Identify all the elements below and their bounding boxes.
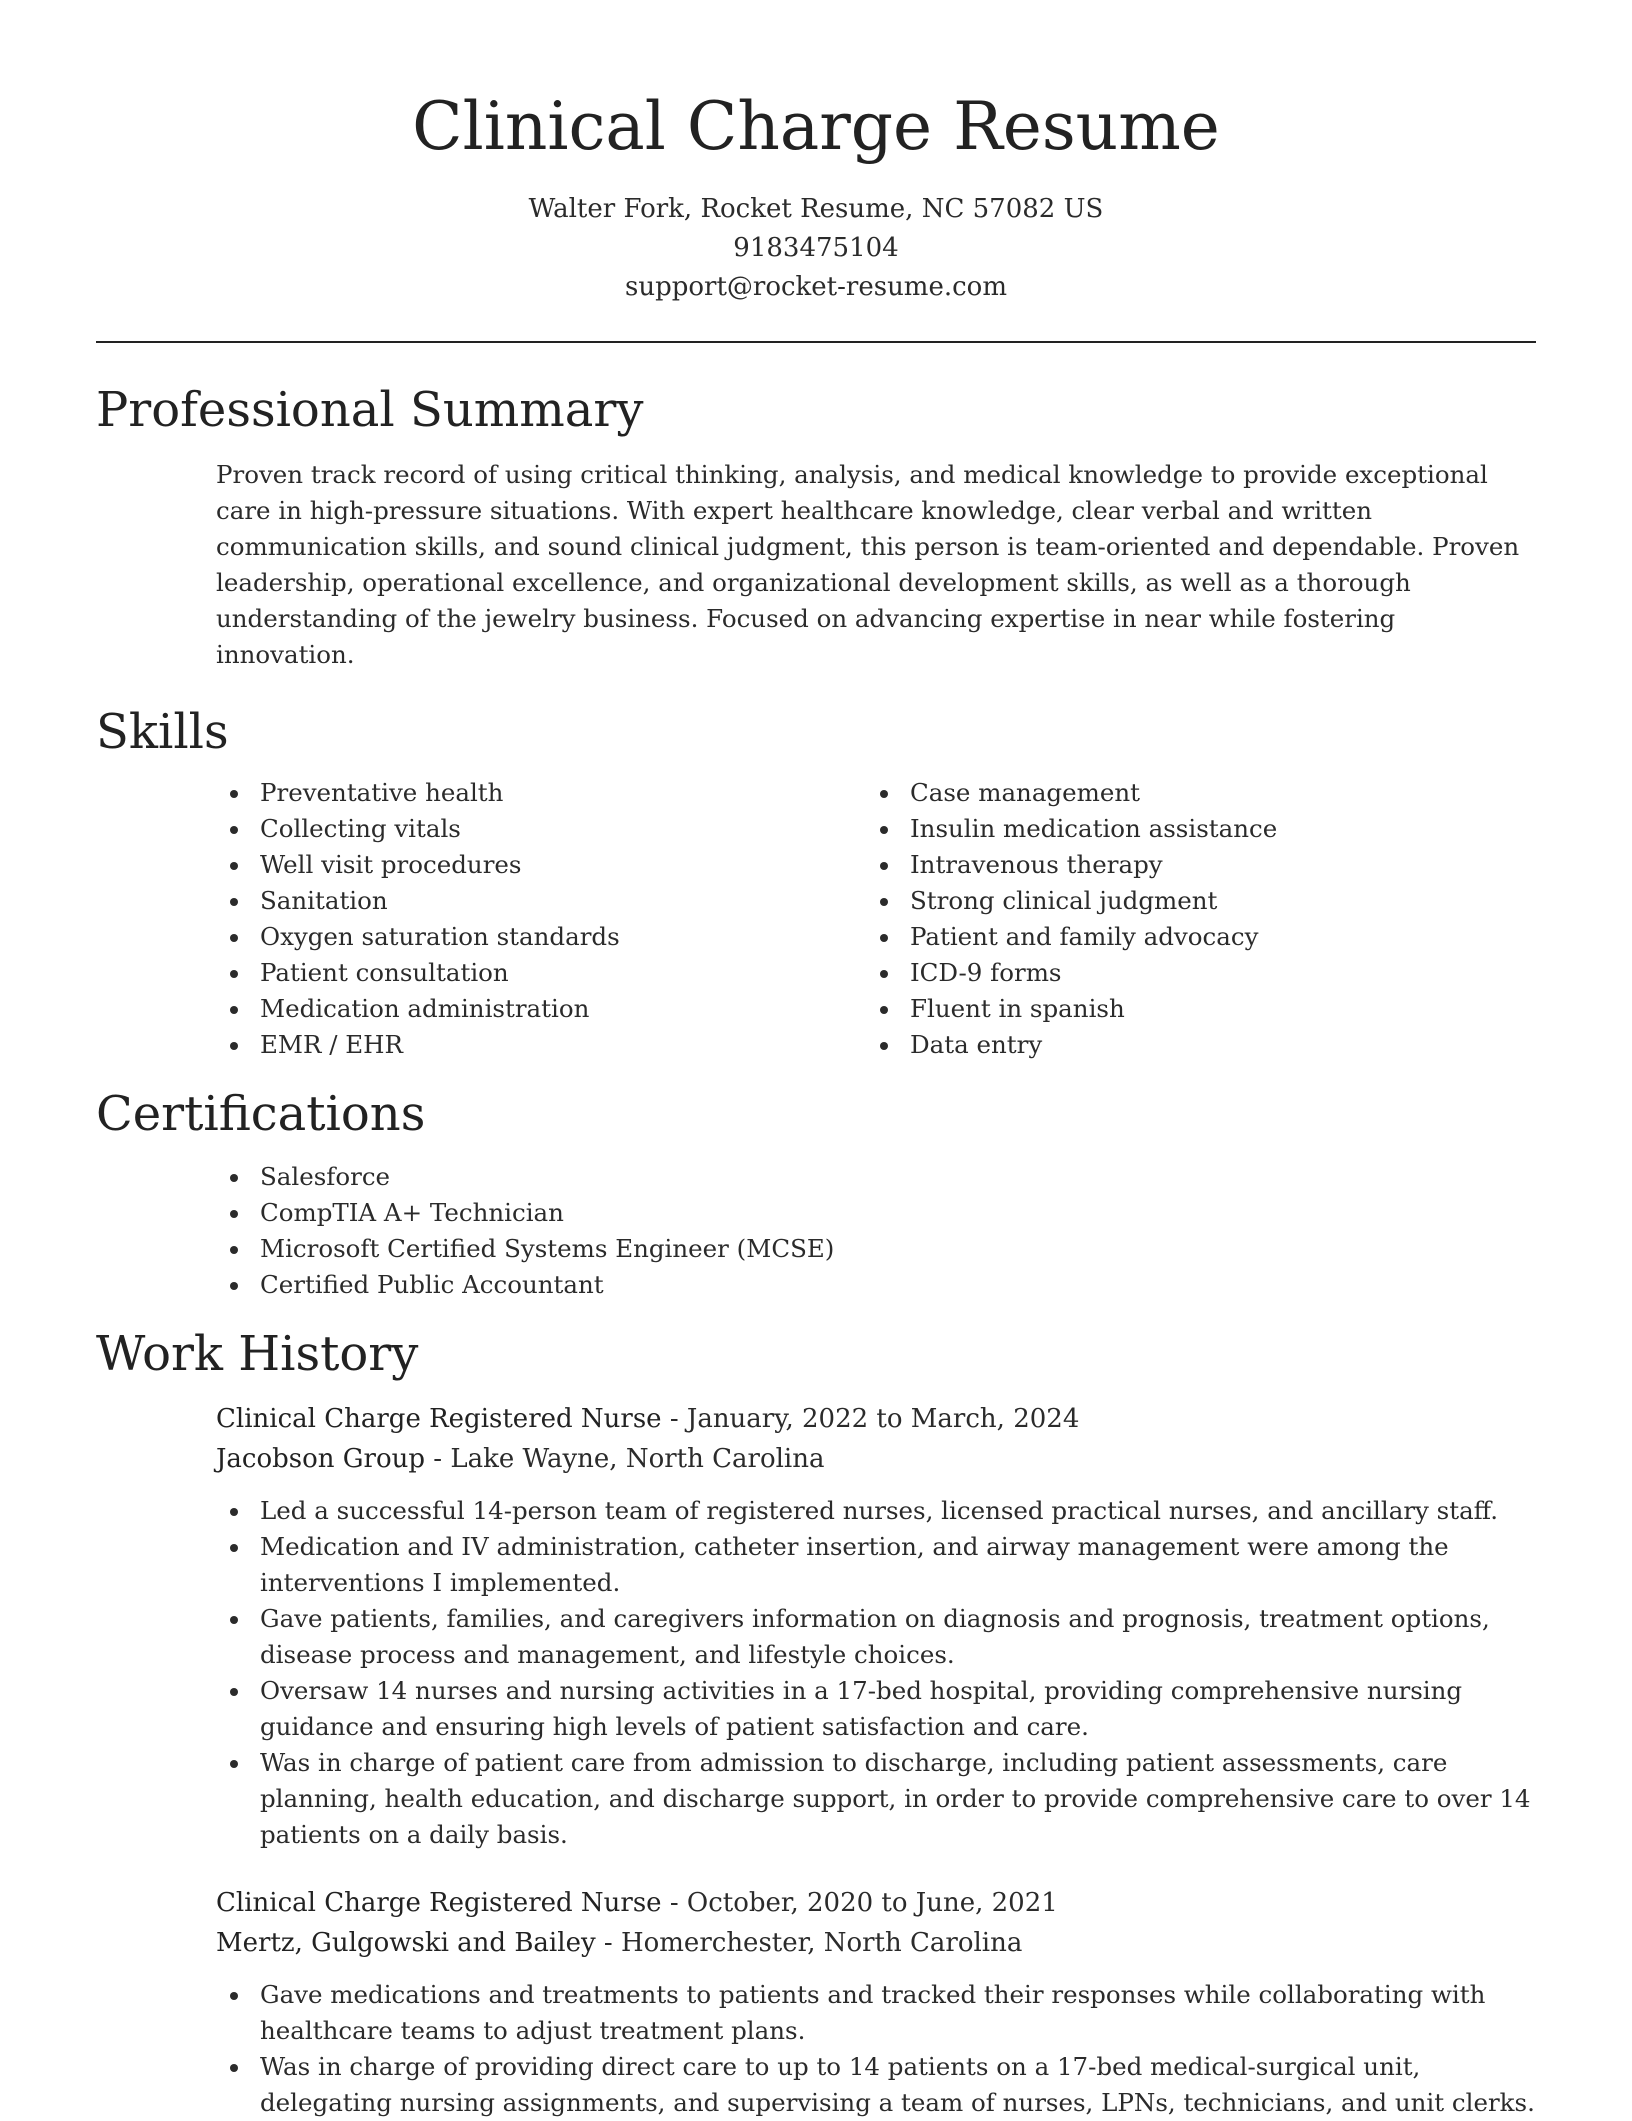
- contact-email: support@rocket-resume.com: [624, 272, 1007, 302]
- summary-text: Proven track record of using critical thinking, analysis, and medical knowledge to provide exceptional care in high-pressure situations. With expert healthcare knowledge, clear verbal and written communication skills, and sound clinical judgment, this person is team-oriented and dependable. Proven leadership, operational excellence, and organizational development skills, as well as a thorough understanding of the jewelry business. Focused on advancing expertise in near while fostering innovation.: [216, 460, 1520, 669]
- job-bullet: Oversaw 14 nurses and nursing activities in a 17-bed hospital, providing comprehensive nursing guidance and ensuring high levels of patient satisfaction and care.: [96, 1673, 1536, 1745]
- resume-title: Clinical Charge Resume: [412, 88, 1220, 165]
- skill-item: Fluent in spanish: [746, 991, 1277, 1027]
- job-location: - Homerchester, North Carolina: [595, 1928, 1023, 1958]
- contact-phone: 9183475104: [733, 233, 899, 263]
- job-company: Jacobson Group: [216, 1444, 426, 1474]
- skill-item: Well visit procedures: [96, 847, 746, 883]
- certification-item: CompTIA A+ Technician: [96, 1195, 1536, 1231]
- job-entry: [216, 1399, 1536, 1853]
- skill-item: Intravenous therapy: [746, 847, 1277, 883]
- job-bullet: Gave medications and treatments to patients and tracked their responses while collaborating with healthcare teams to adjust treatment plans.: [96, 1977, 1536, 2049]
- skill-item: Insulin medication assistance: [746, 811, 1277, 847]
- certifications-list: [96, 1159, 1536, 1303]
- job-bullet: Medication and IV administration, catheter insertion, and airway management were among the interventions I implemented.: [96, 1529, 1536, 1601]
- skills-heading: Skills: [96, 704, 229, 760]
- skill-item: Preventative health: [96, 775, 746, 811]
- job-bullet: Gave patients, families, and caregivers information on diagnosis and prognosis, treatment options, disease process and management, and lifestyle choices.: [96, 1601, 1536, 1673]
- job-role: Clinical Charge Registered Nurse: [216, 1404, 662, 1434]
- job-title-line: [216, 1883, 1536, 1923]
- resume-page: [96, 0, 1536, 2121]
- skill-item: ICD-9 forms: [746, 955, 1277, 991]
- job-bullet: Was in charge of providing direct care to up to 14 patients on a 17-bed medical-surgical unit, delegating nursing assignments, and supervising a team of nurses, LPNs, technicians, and unit clerks.: [96, 2049, 1536, 2121]
- job-bullet: Led a successful 14-person team of registered nurses, licensed practical nurses, and ancillary staff.: [96, 1493, 1536, 1529]
- header-divider: [96, 341, 1536, 343]
- job-role: Clinical Charge Registered Nurse: [216, 1888, 662, 1918]
- summary-heading: Professional Summary: [96, 382, 644, 438]
- skill-item: Patient consultation: [96, 955, 746, 991]
- skills-list: [96, 775, 1536, 1063]
- certification-item: Salesforce: [96, 1159, 1536, 1195]
- job-company-line: [216, 1923, 1536, 1963]
- job-company: Mertz, Gulgowski and Bailey: [216, 1928, 596, 1958]
- skill-item: Collecting vitals: [96, 811, 746, 847]
- certifications-heading: Certifications: [96, 1086, 426, 1142]
- job-bullets: [96, 1977, 1536, 2121]
- skill-item: Oxygen saturation standards: [96, 919, 746, 955]
- skill-item: Sanitation: [96, 883, 746, 919]
- resume-header: [96, 0, 1536, 307]
- job-dates: - October, 2020 to June, 2021: [661, 1888, 1058, 1918]
- skill-item: EMR / EHR: [96, 1027, 746, 1063]
- skill-item: Case management: [746, 775, 1277, 811]
- certification-item: Certified Public Accountant: [96, 1267, 1536, 1303]
- contact-address: Walter Fork, Rocket Resume, NC 57082 US: [528, 194, 1104, 224]
- skills-column-right: [746, 775, 1277, 1063]
- job-bullets: [96, 1493, 1536, 1853]
- contact-block: [96, 190, 1536, 307]
- skills-column-left: [96, 775, 746, 1063]
- job-location: - Lake Wayne, North Carolina: [425, 1444, 825, 1474]
- job-title-line: [216, 1399, 1536, 1439]
- job-bullet: Was in charge of patient care from admission to discharge, including patient assessments, care planning, health education, and discharge support, in order to provide comprehensive care to over 14 patients on a daily basis.: [96, 1745, 1536, 1853]
- skill-item: Patient and family advocacy: [746, 919, 1277, 955]
- job-dates: - January, 2022 to March, 2024: [661, 1404, 1080, 1434]
- work-history-heading: Work History: [96, 1326, 419, 1382]
- job-company-line: [216, 1439, 1536, 1479]
- skill-item: Medication administration: [96, 991, 746, 1027]
- skill-item: Data entry: [746, 1027, 1277, 1063]
- job-entry: [216, 1883, 1536, 2121]
- skill-item: Strong clinical judgment: [746, 883, 1277, 919]
- certification-item: Microsoft Certified Systems Engineer (MCSE): [96, 1231, 1536, 1267]
